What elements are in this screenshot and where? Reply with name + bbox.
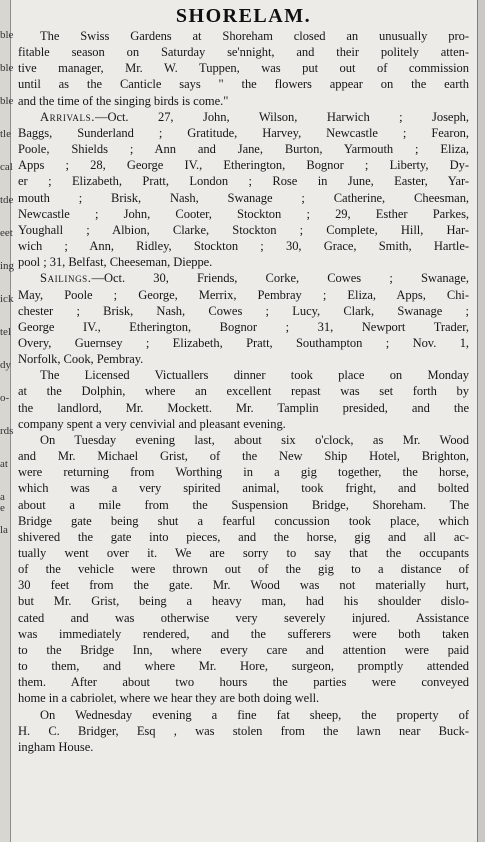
line-text: the landlord, Mr. Mockett. Mr. Tamplin presided, and the [18,400,469,415]
margin-fragment: at [0,458,8,470]
right-column-edge [477,0,485,842]
line-text: at the Dolphin, where an excellent repast was set forth by [18,384,469,399]
text-line [18,626,469,642]
margin-fragment: ing [0,260,15,272]
margin-fragment: dy [0,359,11,371]
text-line [18,610,469,626]
article-body [18,28,469,755]
line-text: Apps ; 28, George IV., Etherington, Bognor ; Liberty, Dy- [18,158,469,173]
text-line [18,383,469,399]
text-line [18,157,469,173]
line-text: —Oct. 27, John, Wilson, Harwich ; Joseph, [94,109,469,124]
text-line [18,529,469,545]
text-line [18,593,469,609]
paragraph [18,270,469,367]
margin-fragment: cal [0,161,13,173]
margin-fragment: a e [0,491,5,514]
headline: SHORELAM. [175,5,312,27]
paragraph [18,432,469,707]
text-line [18,480,469,496]
paragraph [18,109,469,271]
line-text: pool ; 31, Belfast, Cheeseman, Dieppe. [18,255,213,270]
line-text: to them, and where Mr. Hore, surgeon, promptly attended [18,659,469,674]
text-line [18,76,469,92]
line-text: to the Bridge Inn, where every care and attention were paid [18,642,469,657]
text-line [18,287,469,303]
line-text: which was a very spirited animal, took fright, and bolted [18,481,469,496]
text-line [18,642,469,658]
text-line [18,497,469,513]
line-text: shivered the gate into pieces, and the horse, gig and all ac- [18,529,469,544]
margin-fragment: tle [0,128,11,140]
line-text: home in a cabriolet, where we hear they are both doing well. [18,691,320,706]
text-line [18,141,469,157]
text-line [18,658,469,674]
line-text: George IV., Etherington, Bognor ; 31, Newport Trader, [18,319,469,334]
line-text: Youghall ; Albion, Clarke, Stockton ; Complete, Hill, Har- [18,222,469,237]
margin-fragment: eet [0,227,13,239]
text-line [18,44,469,60]
text-line [18,28,469,44]
text-line [18,254,469,270]
margin-fragment: ble [0,29,14,41]
text-line [18,206,469,222]
line-text: Bridge gate being shut a fearful concussion took place, which [18,513,469,528]
text-line [18,739,469,755]
text-line [18,222,469,238]
text-line [18,270,469,286]
text-line [18,190,469,206]
line-text: chester ; Brisk, Nash, Cowes ; Lucy, Clark, Swanage ; [18,303,469,318]
text-line [18,238,469,254]
text-line [18,690,469,706]
line-text: wich ; Ann, Ridley, Stockton ; 30, Grace, Smith, Hartle- [18,239,469,254]
paragraph [18,28,469,109]
text-line [18,60,469,76]
text-line [18,93,469,109]
text-line [18,335,469,351]
line-text: was immediately rendered, and the sufferers were both taken [18,626,469,641]
text-line [18,723,469,739]
text-line [18,674,469,690]
text-line [18,351,469,367]
margin-fragment: ble [0,62,14,74]
text-line [18,464,469,480]
line-text: mouth ; Brisk, Nash, Swanage ; Catherine, Cheesman, [18,190,469,205]
line-text: The Swiss Gardens at Shoreham closed an unusually pro- [40,29,469,43]
line-text: and Mr. Michael Grist, of the New Ship Hotel, Brighton, [18,449,469,464]
text-line [18,109,469,125]
margin-fragment: o- [0,392,10,404]
text-line [18,173,469,189]
paragraph [18,367,469,432]
margin-fragment: ick [0,293,14,305]
paragraph [18,707,469,755]
text-line [18,513,469,529]
margin-fragment: rds [0,425,14,437]
line-text: er ; Elizabeth, Pratt, London ; Rose in June, Easter, Yar- [18,174,469,189]
text-line [18,319,469,335]
margin-fragment: ble [0,95,14,107]
line-text: The Licensed Victuallers dinner took place on Monday [40,368,469,383]
text-line [18,577,469,593]
line-text: about a mile from the Suspension Bridge, Shoreham. The [18,497,469,512]
line-text: On Wednesday evening a fine fat sheep, the property of [40,707,469,722]
line-text: of the vehicle were thrown out of the gig to a distance of [18,562,469,577]
text-line [18,303,469,319]
line-text: Poole, Shields ; Ann and Jane, Burton, Yarmouth ; Eliza, [18,142,469,157]
left-column-edge [0,0,15,842]
margin-fragment: tel [0,326,11,338]
line-text: but Mr. Grist, being a heavy man, had his shoulder dislo- [18,594,469,609]
line-text: 30 feet from the gate. Mr. Wood was not materially hurt, [18,578,469,593]
section-lead: Arrivals. [40,109,95,124]
text-line [18,367,469,383]
margin-fragment: la [0,524,8,536]
line-text: Newcastle ; John, Cooter, Stockton ; 29, Esther Parkes, [18,206,469,221]
line-text: fitable season on Saturday se'nnight, and their politely atten- [18,45,469,60]
line-text: and the time of the singing birds is come." [18,93,229,108]
line-text: until as the Canticle says " the flowers appear on the earth [18,77,469,92]
section-lead: Sailings. [40,271,92,286]
line-text: —Oct. 30, Friends, Corke, Cowes ; Swanage, [91,271,469,286]
line-text: tive manager, Mr. W. Tuppen, was put out of commission [18,61,469,76]
line-text: Overy, Guernsey ; Elizabeth, Pratt, Southampton ; Nov. 1, [18,335,469,350]
text-line [18,561,469,577]
line-text: May, Poole ; George, Merrix, Pembray ; Eliza, Apps, Chi- [18,287,469,302]
line-text: H. C. Bridger, Esq , was stolen from the lawn near Buck- [18,723,469,738]
line-text: tually went over it. We are sorry to say that the occupants [18,546,469,560]
line-text: Norfolk, Cook, Pembray. [18,352,144,367]
line-text: cated and was otherwise very severely injured. Assistance [18,610,469,625]
article-shoreham [18,4,469,755]
text-line [18,416,469,432]
text-line [18,545,469,561]
text-line [18,448,469,464]
margin-fragment: tde [0,194,14,206]
text-line [18,400,469,416]
text-line [18,432,469,448]
line-text: company spent a very cenvivial and pleasant evening. [18,416,286,431]
line-text: Baggs, Sunderland ; Gratitude, Harvey, Newcastle ; Fearon, [18,125,469,140]
line-text: On Tuesday evening last, about six o'clock, as Mr. Wood [40,432,469,447]
line-text: them. After about two hours the parties were conveyed [18,675,469,690]
line-text: ingham House. [18,739,94,754]
text-line [18,125,469,141]
text-line [18,707,469,723]
line-text: were returning from Worthing in a gig together, the horse, [18,465,469,480]
